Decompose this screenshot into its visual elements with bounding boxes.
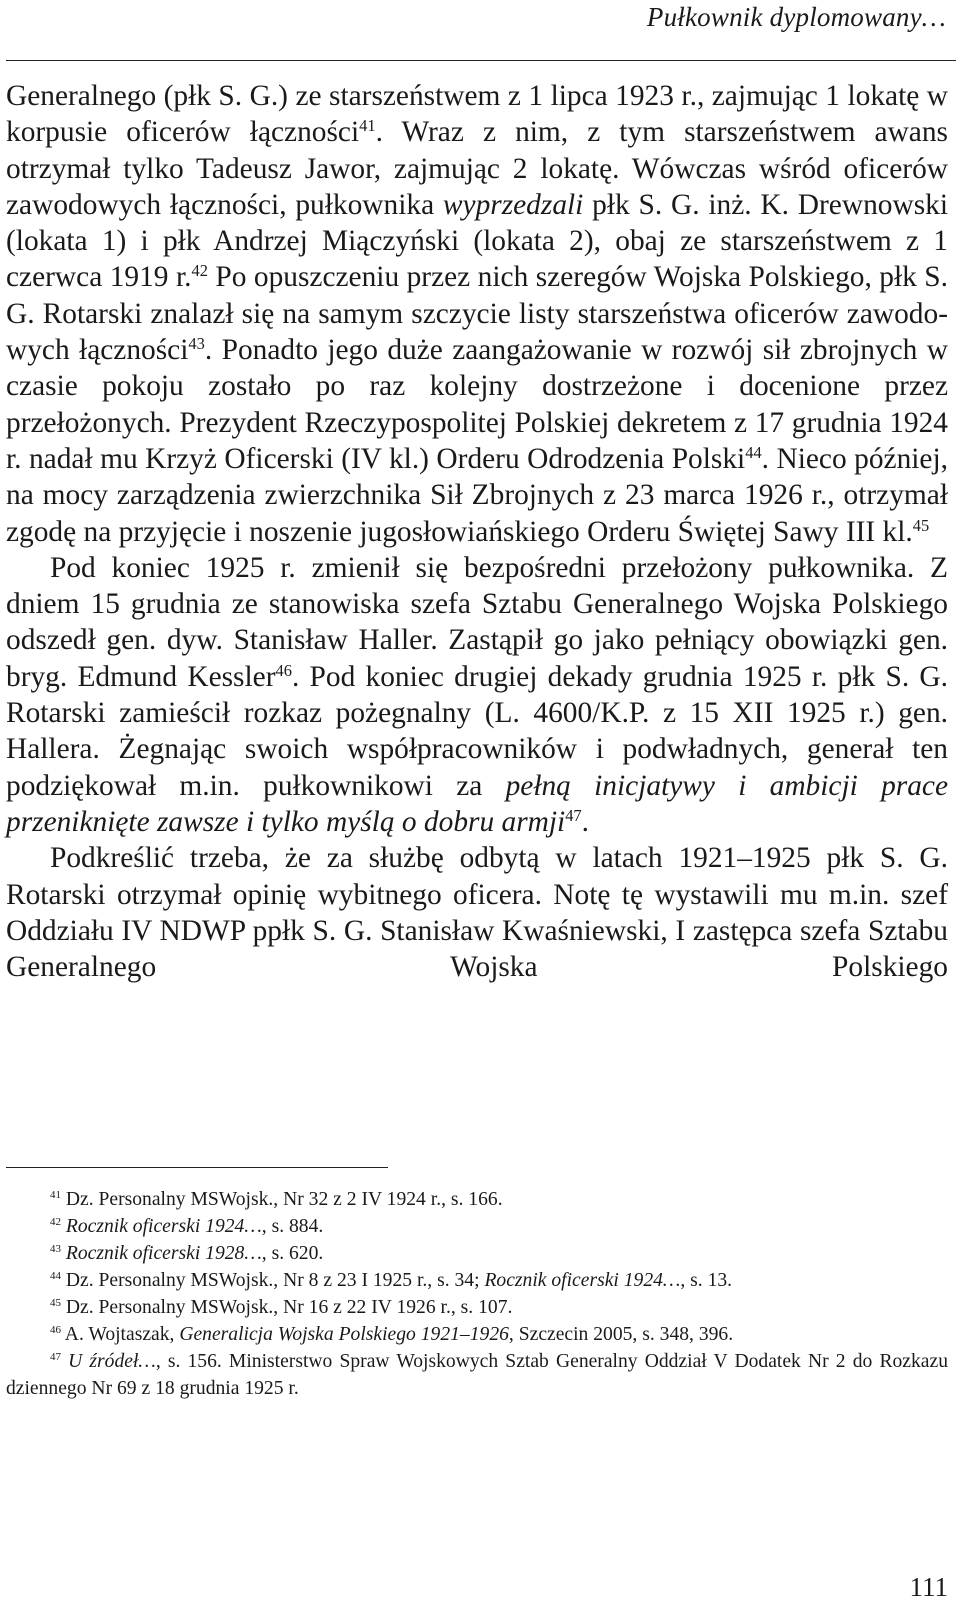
footnote-46 [6,1321,948,1348]
footnote-ref-44[interactable]: 44 [745,442,762,462]
footnote-text: , s. 620. [261,1243,324,1264]
footnote-41 [6,1186,948,1213]
footnote-number: 43 [50,1243,61,1256]
paragraph-2-italic-quote: pełną inicjatywy i ambicji prace przeniknięte zawsze i tylko myślą o dobru armji [6,769,948,838]
footnotes [6,1186,948,1402]
footnote-italic: Rocznik oficerski 1928… [65,1243,262,1264]
footnote-italic: Rocznik oficerski 1924… [484,1270,681,1291]
footnote-italic: U źródeł… [68,1351,156,1372]
footnote-text: , s. 156. Ministerstwo Spraw Wojskowych Sztab Generalny Oddział V Dodatek Nr 2 do Rozkazu dziennego Nr 69 z 18 grudnia 1925 r. [6,1351,948,1399]
paragraph-2-text-2: . Pod koniec drugiej dekady grudnia 1925 r. płk S. G. Rotarski zamieścił rozkaz pożegnalny (L. 4600/K.P. z 15 XII 1925 r.) gen. Hallera. Żegnając swoich współpracowników i podwładnych, generał ten podziękował m.in. pułkownikowi za [6,660,948,802]
paragraph-1-text-6: . Nieco później, na mocy zarządzenia zwierzchnika Sił Zbrojnych z 23 marca 1926 r., otrzymał zgodę na przyjęcie i noszenie jugosłowiańskiego Orderu Świętej Sawy III kl. [6,442,948,548]
footnote-number: 41 [50,1189,61,1202]
paragraph-3 [6,840,948,985]
footnote-number: 44 [50,1270,61,1283]
header-divider [6,60,956,61]
footnote-text: , s. 884. [261,1216,324,1237]
footnote-ref-42[interactable]: 42 [191,261,208,281]
paragraph-3-text-1: Podkreślić trzeba, że za służbę odbytą w latach 1921–1925 płk S. G. Rotarski otrzymał opinię wybitnego oficera. Notę tę wystawili mu m.in. szef Oddziału IV NDWP ppłk S. G. Stanisław Kwaśniewski, I zastępca szefa Sztabu Generalnego Wojska Polskiego [6,842,948,984]
paragraph-2-text-3: . [581,805,589,838]
footnote-ref-46[interactable]: 46 [275,660,292,680]
footnote-text: A. Wojtaszak, [64,1324,180,1345]
footnote-ref-47[interactable]: 47 [565,805,582,825]
footnote-divider [6,1167,388,1168]
paragraph-2 [6,550,948,840]
footnote-ref-45[interactable]: 45 [912,515,930,535]
paragraph-1-text-2: . Wraz z nim, z tym starszeństwem awans otrzymał tylko Tadeusz Jawor, zajmując 2 lokatę. Wówczas wśród oficerów zawodowych łączności, pułkownika [6,116,948,221]
footnote-47 [6,1348,948,1402]
paragraph-1 [6,78,948,550]
footnote-text-end: , s. 13. [680,1270,733,1291]
footnote-number: 46 [50,1324,61,1337]
footnote-number: 42 [50,1216,61,1229]
footnote-44 [6,1267,948,1294]
footnote-text-end: , Szczecin 2005, s. 348, 396. [508,1324,734,1345]
footnote-italic: Generalicja Wojska Polskiego 1921–1926 [179,1324,509,1345]
paragraph-2-text-1: Pod koniec 1925 r. zmienił się bezpośredni przełożony pułkownika. Z dniem 15 grudnia ze stanowiska szefa Sztabu Generalnego Wojska Polskiego odszedł gen. dyw. Stanisław Haller. Zastąpił go jako pełniący obowiązki gen. bryg. Edmund Kessler [6,551,948,693]
footnote-text: Dz. Personalny MSWojsk., Nr 8 z 23 I 1925 r., s. 34; [65,1270,485,1291]
footnote-italic: Rocznik oficerski 1924… [65,1216,262,1237]
footnote-45 [6,1294,948,1321]
page-number: 111 [909,1572,948,1602]
paragraph-1-text-3: płk S. G. inż. K. Drewnowski (lokata 1) i płk Andrzej Miączyński (lokata 2), obaj ze starszeństwem z 1 czerwca 1919 r. [6,188,948,294]
paragraph-1-text-4: Po opuszczeniu przez nich szeregów Wojska Polskiego, płk S. G. Rotarski znalazł się na samym szczycie listy starszeństwa oficerów zawodowych łączności [6,261,949,367]
footnote-42 [6,1213,948,1240]
paragraph-1-text-5: . Ponadto jego duże zaangażowanie w rozwój sił zbrojnych w czasie pokoju zostało po raz kolejny dostrzeżone i docenione przez przełożonych. Prezydent Rzeczypospolitej Polskiej dekretem z 17 grudnia 1924 r. nadał mu Krzyż Oficerski (IV kl.) Orderu Odrodzenia Polski [6,334,948,475]
running-header: Pułkownik dyplomowany… [646,2,946,32]
footnote-ref-43[interactable]: 43 [188,333,205,353]
paragraph-1-italic-1: wyprzedzali [442,188,584,221]
footnote-number: 45 [50,1297,61,1310]
footnote-ref-41[interactable]: 41 [359,116,376,136]
footnote-text: Dz. Personalny MSWojsk., Nr 16 z 22 IV 1926 r., s. 107. [65,1297,513,1318]
footnote-text: Dz. Personalny MSWojsk., Nr 32 z 2 IV 1924 r., s. 166. [65,1189,503,1210]
body-text [6,78,948,985]
paragraph-1-text-1: Generalnego (płk S. G.) ze starszeństwem z 1 lipca 1923 r., zajmując 1 lokatę w korpusie oficerów łączności [6,80,948,149]
footnote-number: 47 [50,1351,61,1364]
footnote-43 [6,1240,948,1267]
